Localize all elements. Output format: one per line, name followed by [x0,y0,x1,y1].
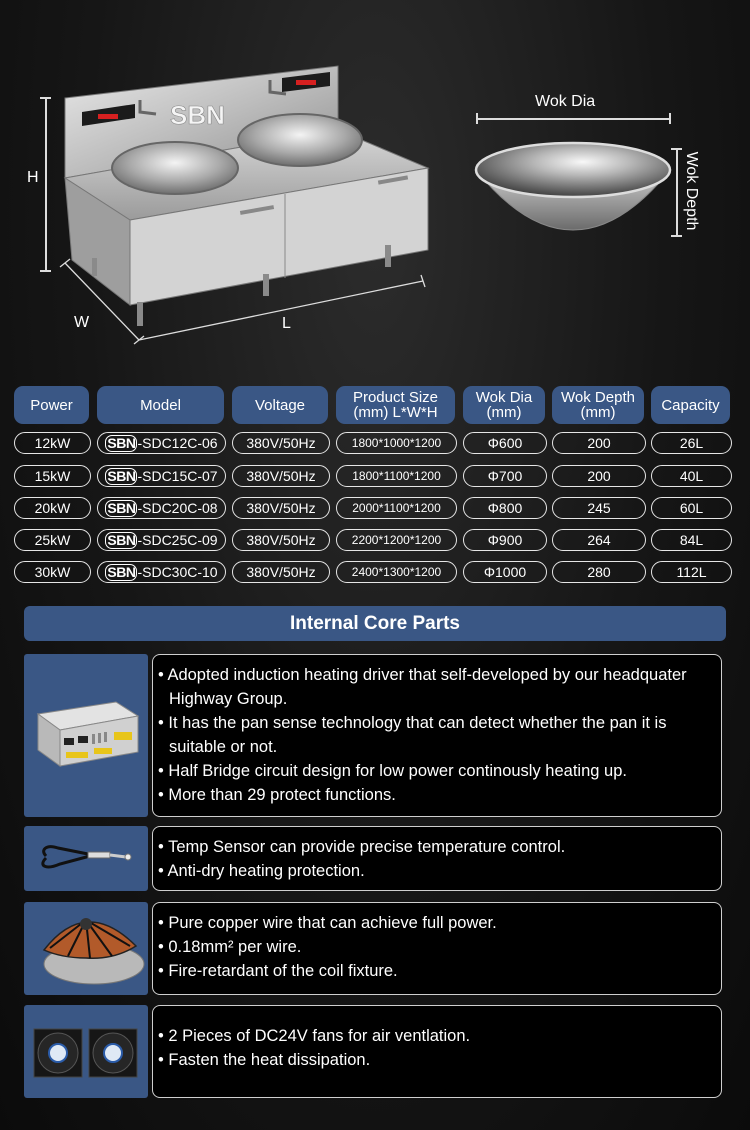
bullet-item: • It has the pan sense technology that can detect whether the pan it is suitable or not. [158,711,709,759]
wok-depth-cell: 200 [552,465,646,487]
col-header-capacity: Capacity [651,386,730,424]
power-cell: 20kW [14,497,91,519]
col-header-wok-depth: Wok Depth (mm) [552,386,644,424]
stove-logo: SBN [170,100,225,130]
voltage-cell: 380V/50Hz [232,529,330,551]
wok-depth-label: Wok Depth [683,151,700,231]
height-dimension-line [45,97,47,271]
wok-depth-cell: 245 [552,497,646,519]
bullet-item: • Anti-dry heating protection. [158,859,709,883]
bullet-item: • 0.18mm² per wire. [158,935,709,959]
size-cell: 1800*1000*1200 [336,432,457,454]
col-header-power: Power [14,386,89,424]
bullet-item: • Half Bridge circuit design for low power continously heating up. [158,759,709,783]
temp-sensor-thumb [24,826,148,891]
wok-depth-line [676,148,678,236]
col-header-product-size: Product Size (mm) L*W*H [336,386,455,424]
cooling-fan-thumb [24,1005,148,1098]
wok-bowl-image [474,140,672,240]
voltage-cell: 380V/50Hz [232,432,330,454]
wok-dia-cell: Φ600 [463,432,547,454]
wok-dia-line [476,118,670,120]
wok-dia-cell: Φ900 [463,529,547,551]
bullet-item: • Fasten the heat dissipation. [158,1048,709,1072]
wok-depth-cap [671,148,682,150]
driver-board-description [152,654,722,817]
cooling-fan-description [152,1005,722,1098]
model-suffix: -SDC25C-09 [137,532,218,548]
size-cell: 2200*1200*1200 [336,529,457,551]
table-row [0,497,750,519]
wok-dia-label: Wok Dia [535,93,596,110]
driver-board-thumb [24,654,148,817]
bullet-item: • 2 Pieces of DC24V fans for air ventlation. [158,1024,709,1048]
voltage-cell: 380V/50Hz [232,497,330,519]
wok-dia-cap [669,113,671,124]
wok-dia-cell: Φ700 [463,465,547,487]
cooling-fan-icon [24,1005,148,1098]
model-prefix: SBN [107,434,136,451]
width-label: W [74,314,90,331]
model-cell [97,432,226,454]
power-cell: 25kW [14,529,91,551]
model-suffix: -SDC30C-10 [137,564,218,580]
capacity-cell: 40L [651,465,732,487]
model-prefix: SBN [107,499,136,516]
model-cell [97,529,226,551]
voltage-cell: 380V/50Hz [232,465,330,487]
size-cell: 2400*1300*1200 [336,561,457,583]
section-title: Internal Core Parts [24,606,726,641]
bullet-item: • Pure copper wire that can achieve full power. [158,911,709,935]
table-row [0,432,750,454]
height-dimension-cap [40,97,51,99]
wok-depth-cap [671,235,682,237]
copper-coil-icon [24,902,148,995]
table-row [0,529,750,551]
capacity-cell: 60L [651,497,732,519]
bullet-item: • More than 29 protect functions. [158,783,709,807]
wok-dia-cap [476,113,478,124]
table-row [0,465,750,487]
model-suffix: -SDC15C-07 [137,468,218,484]
temp-sensor-description [152,826,722,891]
size-cell: 2000*1100*1200 [336,497,457,519]
size-cell: 1800*1100*1200 [336,465,457,487]
model-cell [97,465,226,487]
height-label: H [27,169,39,186]
col-header-voltage: Voltage [232,386,328,424]
table-row [0,561,750,583]
bullet-item: • Temp Sensor can provide precise temperature control. [158,835,709,859]
capacity-cell: 26L [651,432,732,454]
bullet-item: • Fire-retardant of the coil fixture. [158,959,709,983]
model-cell [97,497,226,519]
col-header-wok-dia: Wok Dia (mm) [463,386,545,424]
model-prefix: SBN [107,563,136,580]
model-prefix: SBN [107,467,136,484]
height-dimension-cap [40,270,51,272]
wok-depth-cell: 200 [552,432,646,454]
model-cell [97,561,226,583]
copper-coil-description [152,902,722,995]
model-prefix: SBN [107,531,136,548]
voltage-cell: 380V/50Hz [232,561,330,583]
wok-depth-cell: 280 [552,561,646,583]
driver-board-icon [24,654,148,817]
capacity-cell: 84L [651,529,732,551]
copper-coil-thumb [24,902,148,995]
wok-depth-cell: 264 [552,529,646,551]
length-label: L [282,315,291,332]
model-suffix: -SDC20C-08 [137,500,218,516]
temp-sensor-icon [24,826,148,891]
power-cell: 12kW [14,432,91,454]
induction-wok-stove-image [60,60,430,330]
bullet-item: • Adopted induction heating driver that self-developed by our headquater Highway Group. [158,663,709,711]
power-cell: 30kW [14,561,91,583]
power-cell: 15kW [14,465,91,487]
capacity-cell: 112L [651,561,732,583]
wok-dia-cell: Φ800 [463,497,547,519]
col-header-model: Model [97,386,224,424]
wok-dia-cell: Φ1000 [463,561,547,583]
model-suffix: -SDC12C-06 [137,435,218,451]
